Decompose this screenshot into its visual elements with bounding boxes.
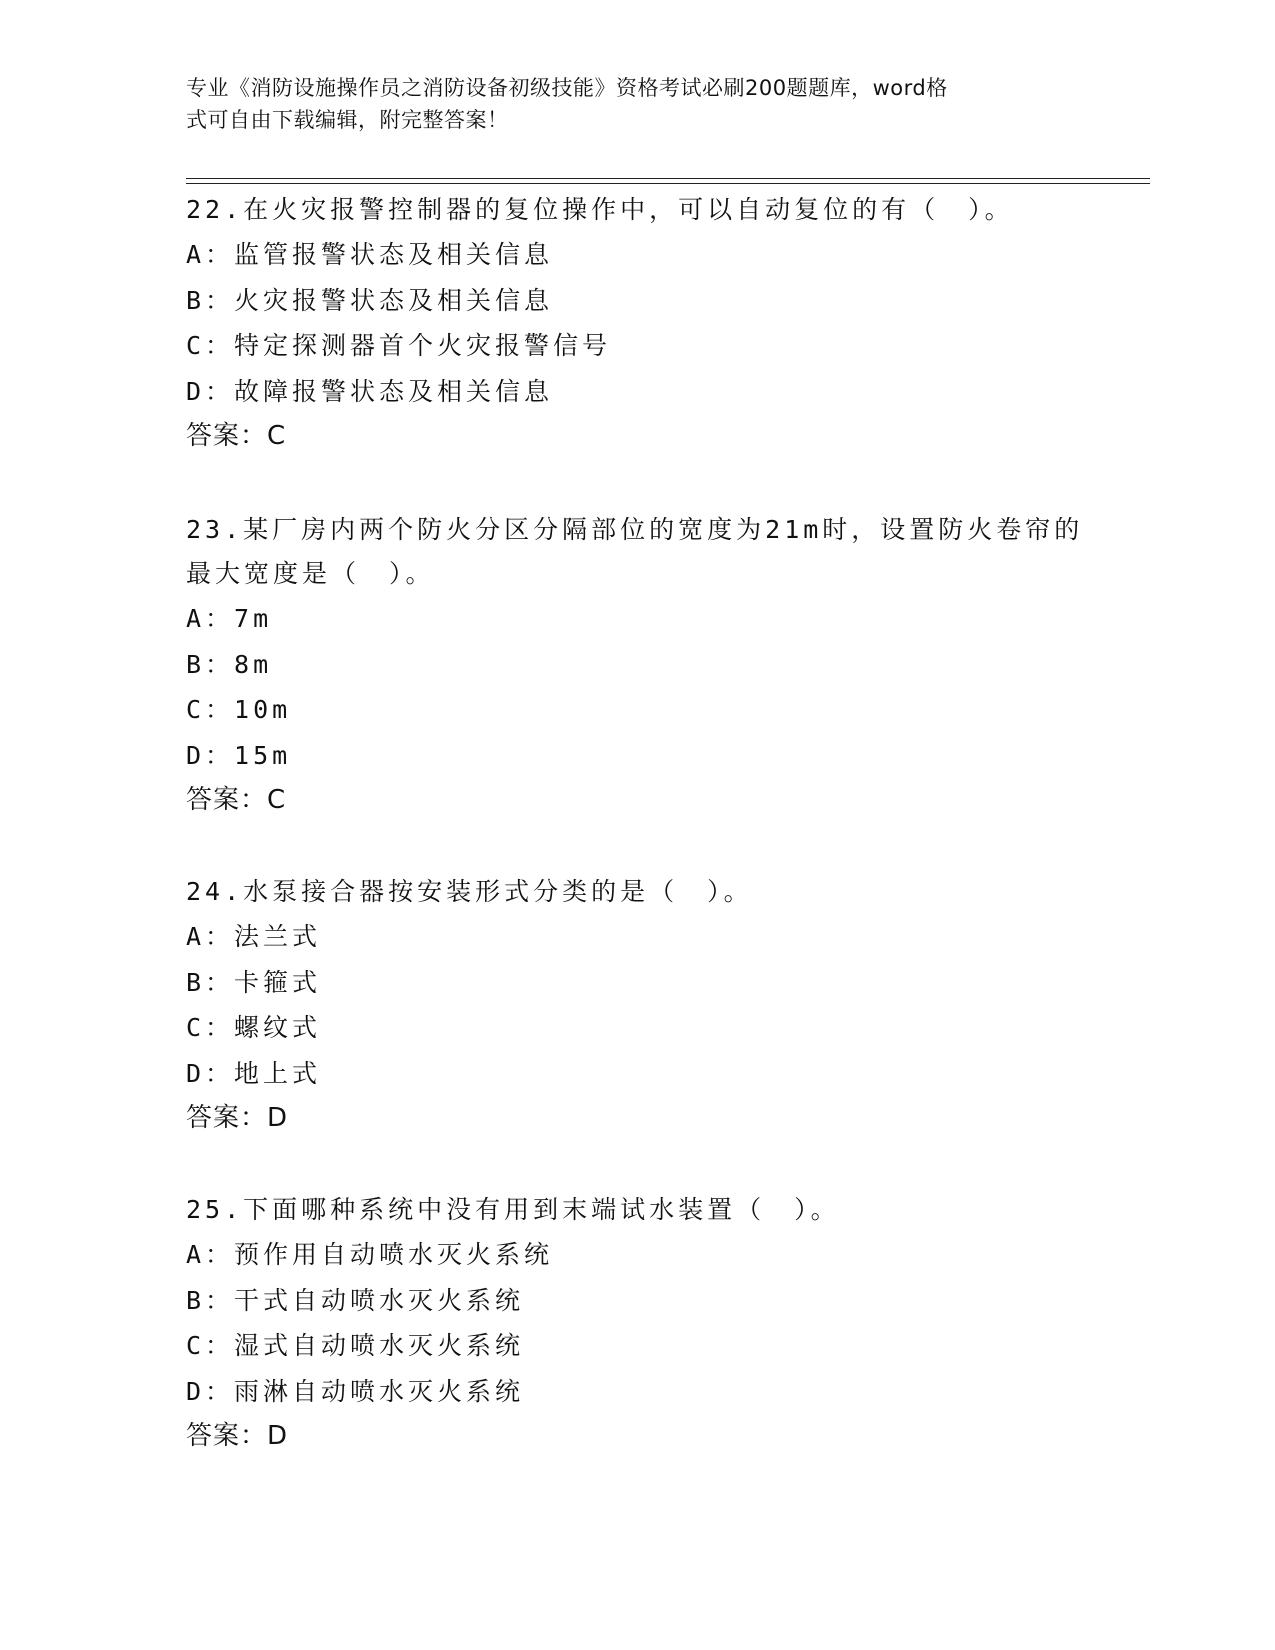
question-stem-continued: 最大宽度是（ ）。 — [186, 559, 435, 588]
option-a: A：监管报警状态及相关信息 — [186, 240, 554, 269]
option-b: B：火灾报警状态及相关信息 — [186, 285, 554, 315]
option-d: D：15m — [186, 740, 292, 770]
answer: 答案：D — [186, 1421, 289, 1451]
option-d: D：地上式 — [186, 1058, 322, 1088]
option-a: A：法兰式 — [186, 922, 322, 951]
option-b: B：干式自动喷水灭火系统 — [186, 1285, 525, 1315]
header-line-1: 专业《消防设施操作员之消防设备初级技能》资格考试必刷200题题库，word格 — [186, 76, 948, 100]
question-25 — [186, 1188, 1086, 1459]
document-header — [186, 72, 1086, 136]
header-divider-top — [186, 178, 1150, 179]
header-divider-bottom — [186, 183, 1150, 184]
option-c: C：特定探测器首个火灾报警信号 — [186, 331, 612, 360]
answer: 答案：D — [186, 1103, 289, 1133]
header-line-2: 式可自由下载编辑，附完整答案！ — [186, 108, 509, 132]
question-23 — [186, 508, 1086, 823]
question-stem: 22.在火灾报警控制器的复位操作中，可以自动复位的有（ ）。 — [186, 195, 1014, 224]
question-stem: 25.下面哪种系统中没有用到末端试水装置（ ）。 — [186, 1195, 840, 1224]
option-a: A：7m — [186, 604, 273, 633]
option-a: A：预作用自动喷水灭火系统 — [186, 1240, 554, 1269]
option-c: C：螺纹式 — [186, 1013, 322, 1042]
option-d: D：故障报警状态及相关信息 — [186, 376, 554, 406]
answer: 答案：C — [186, 785, 287, 815]
question-stem: 24.水泵接合器按安装形式分类的是（ ）。 — [186, 877, 753, 906]
option-d: D：雨淋自动喷水灭火系统 — [186, 1376, 525, 1406]
option-c: C：10m — [186, 695, 292, 724]
question-stem: 23.某厂房内两个防火分区分隔部位的宽度为21m时，设置防火卷帘的 — [186, 515, 1084, 544]
answer: 答案：C — [186, 421, 287, 451]
option-b: B：8m — [186, 649, 273, 679]
option-c: C：湿式自动喷水灭火系统 — [186, 1331, 525, 1360]
question-22 — [186, 188, 1086, 459]
option-b: B：卡箍式 — [186, 967, 322, 997]
question-24 — [186, 870, 1086, 1141]
